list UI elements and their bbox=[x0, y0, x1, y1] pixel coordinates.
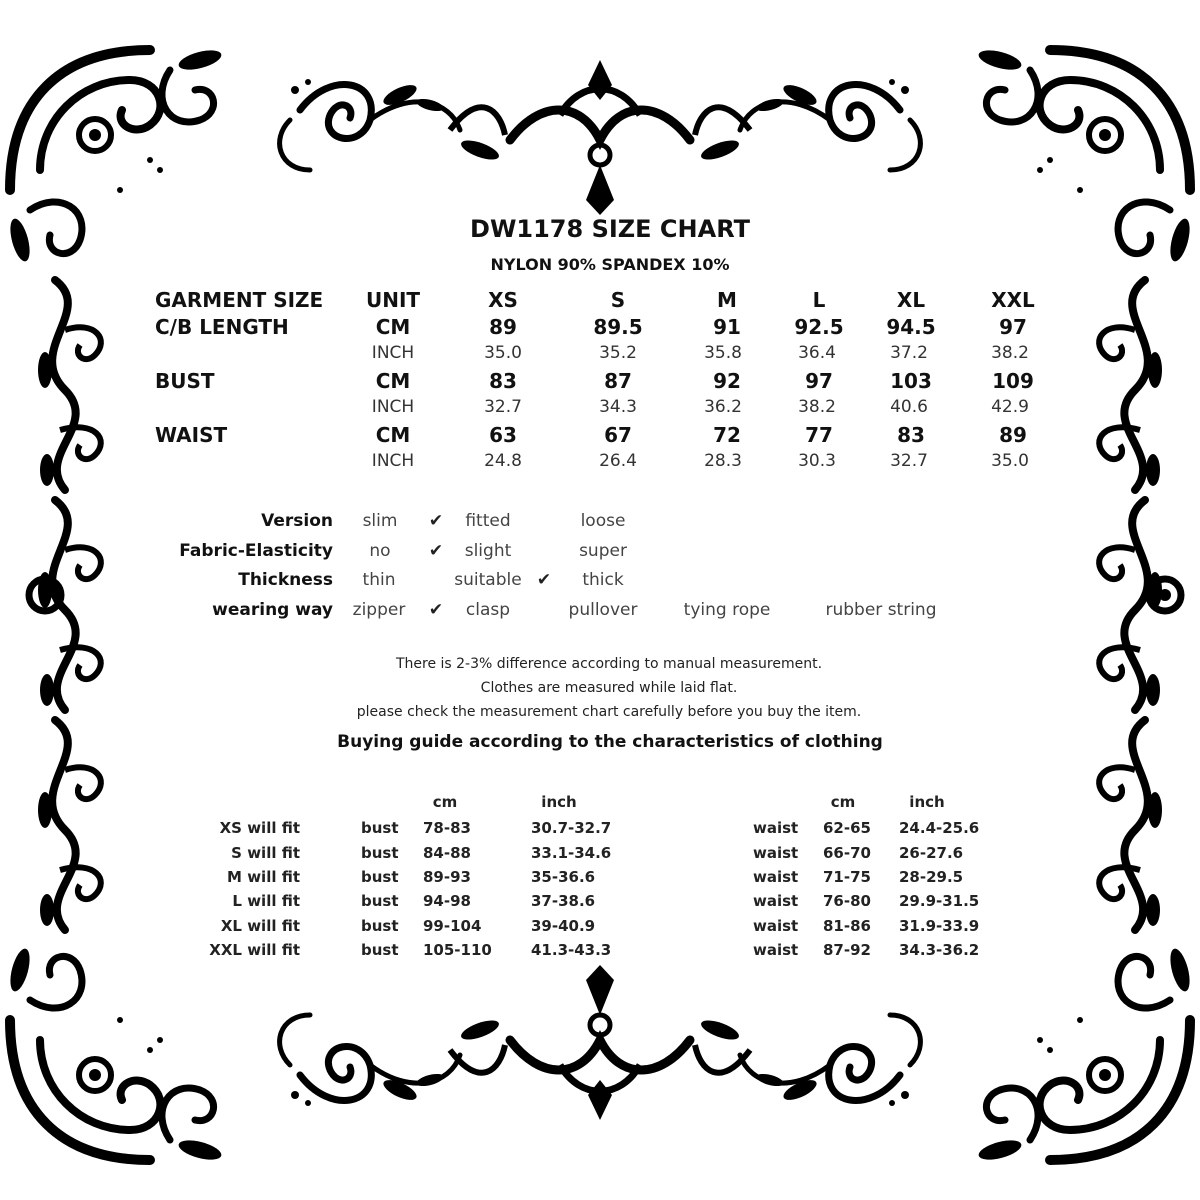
inch-value: 35.0 bbox=[484, 343, 522, 363]
option: tying rope bbox=[683, 600, 771, 620]
bust-cm: 84-88 bbox=[423, 844, 471, 862]
bust-label: bust bbox=[361, 892, 399, 910]
waist-inch: 24.4-25.6 bbox=[899, 819, 980, 837]
cm-value: 92.5 bbox=[794, 315, 844, 339]
inch-value: 36.4 bbox=[798, 343, 836, 363]
cm-value: 89.5 bbox=[593, 315, 643, 339]
waist-label: waist bbox=[753, 844, 799, 862]
inch-value: 38.2 bbox=[991, 343, 1029, 363]
waist-inch-header: inch bbox=[909, 793, 945, 811]
option-checked: slight bbox=[464, 541, 512, 561]
cm-value: 89 bbox=[999, 423, 1027, 447]
fit-label: L will fit bbox=[232, 892, 300, 910]
unit-inch: INCH bbox=[371, 397, 415, 417]
option: super bbox=[579, 541, 627, 561]
inch-value: 42.9 bbox=[991, 397, 1029, 417]
bust-cm: 89-93 bbox=[423, 868, 471, 886]
waist-cm: 76-80 bbox=[823, 892, 871, 910]
note: There is 2-3% difference according to manual measurement. bbox=[395, 656, 823, 672]
option-checked: thick bbox=[582, 570, 624, 590]
unit-inch: INCH bbox=[371, 343, 415, 363]
bust-inch: 39-40.9 bbox=[531, 917, 596, 935]
bust-cm: 99-104 bbox=[423, 917, 482, 935]
row-label: BUST bbox=[155, 369, 215, 393]
characteristic-label: Thickness bbox=[238, 570, 333, 590]
waist-inch: 31.9-33.9 bbox=[899, 917, 980, 935]
characteristic-label: wearing way bbox=[212, 600, 333, 620]
bust-inch: 37-38.6 bbox=[531, 892, 596, 910]
waist-label: waist bbox=[753, 892, 799, 910]
inch-value: 40.6 bbox=[890, 397, 928, 417]
cm-value: 109 bbox=[992, 369, 1034, 393]
bust-inch: 41.3-43.3 bbox=[531, 941, 612, 959]
note: Clothes are measured while laid flat. bbox=[480, 680, 738, 696]
option: zipper bbox=[352, 600, 406, 620]
check-icon: ✔ bbox=[428, 600, 444, 620]
inch-value: 38.2 bbox=[798, 397, 836, 417]
garment-size-header: GARMENT SIZE bbox=[155, 288, 324, 312]
inch-value: 35.0 bbox=[991, 451, 1029, 471]
cm-value: 97 bbox=[999, 315, 1027, 339]
size-header: L bbox=[812, 288, 826, 312]
inch-value: 26.4 bbox=[599, 451, 637, 471]
fit-label: XXL will fit bbox=[209, 941, 300, 959]
bust-label: bust bbox=[361, 917, 399, 935]
waist-inch: 29.9-31.5 bbox=[899, 892, 980, 910]
unit-cm: CM bbox=[375, 369, 411, 393]
option: no bbox=[369, 541, 391, 561]
waist-cm: 62-65 bbox=[823, 819, 871, 837]
waist-label: waist bbox=[753, 868, 799, 886]
bust-cm-header: cm bbox=[432, 793, 458, 811]
characteristic-label: Fabric-Elasticity bbox=[179, 541, 333, 561]
size-header: M bbox=[717, 288, 737, 312]
inch-value: 32.7 bbox=[890, 451, 928, 471]
bust-label: bust bbox=[361, 941, 399, 959]
option: slim bbox=[362, 511, 398, 531]
waist-label: waist bbox=[753, 941, 799, 959]
waist-label: waist bbox=[753, 917, 799, 935]
unit-inch: INCH bbox=[371, 451, 415, 471]
size-header: S bbox=[610, 288, 626, 312]
waist-cm: 81-86 bbox=[823, 917, 871, 935]
fit-label: S will fit bbox=[231, 844, 300, 862]
check-icon: ✔ bbox=[428, 511, 444, 531]
inch-value: 28.3 bbox=[704, 451, 742, 471]
bust-label: bust bbox=[361, 868, 399, 886]
option: suitable bbox=[454, 570, 522, 590]
size-header: XL bbox=[896, 288, 926, 312]
waist-cm: 71-75 bbox=[823, 868, 871, 886]
buying-guide-title: Buying guide according to the characteristics of clothing bbox=[337, 732, 883, 752]
inch-value: 30.3 bbox=[798, 451, 836, 471]
check-icon: ✔ bbox=[428, 541, 444, 561]
bust-cm: 78-83 bbox=[423, 819, 471, 837]
unit-header: UNIT bbox=[365, 288, 421, 312]
inch-value: 35.2 bbox=[599, 343, 637, 363]
inch-value: 32.7 bbox=[484, 397, 522, 417]
cm-value: 67 bbox=[604, 423, 632, 447]
cm-value: 92 bbox=[713, 369, 741, 393]
bust-inch: 35-36.6 bbox=[531, 868, 596, 886]
cm-value: 94.5 bbox=[886, 315, 936, 339]
cm-value: 91 bbox=[713, 315, 741, 339]
bust-label: bust bbox=[361, 819, 399, 837]
cm-value: 83 bbox=[489, 369, 517, 393]
option: rubber string bbox=[825, 600, 937, 620]
cm-value: 83 bbox=[897, 423, 925, 447]
inch-value: 36.2 bbox=[704, 397, 742, 417]
waist-inch: 28-29.5 bbox=[899, 868, 964, 886]
option: thin bbox=[362, 570, 396, 590]
inch-value: 24.8 bbox=[484, 451, 522, 471]
cm-value: 77 bbox=[805, 423, 833, 447]
waist-inch: 26-27.6 bbox=[899, 844, 964, 862]
inch-value: 37.2 bbox=[890, 343, 928, 363]
bust-inch-header: inch bbox=[541, 793, 577, 811]
row-label: C/B LENGTH bbox=[155, 315, 289, 339]
material-composition: NYLON 90% SPANDEX 10% bbox=[490, 255, 730, 274]
bust-cm: 105-110 bbox=[423, 941, 492, 959]
waist-label: waist bbox=[753, 819, 799, 837]
waist-cm-header: cm bbox=[830, 793, 856, 811]
option-checked: clasp bbox=[465, 600, 511, 620]
fit-label: XS will fit bbox=[219, 819, 300, 837]
cm-value: 97 bbox=[805, 369, 833, 393]
cm-value: 72 bbox=[713, 423, 741, 447]
size-header: XXL bbox=[991, 288, 1035, 312]
inch-value: 35.8 bbox=[704, 343, 742, 363]
note: please check the measurement chart carefully before you buy the item. bbox=[356, 704, 862, 720]
cm-value: 63 bbox=[489, 423, 517, 447]
bust-cm: 94-98 bbox=[423, 892, 471, 910]
cm-value: 87 bbox=[604, 369, 632, 393]
characteristic-label: Version bbox=[261, 511, 333, 531]
inch-value: 34.3 bbox=[599, 397, 637, 417]
unit-cm: CM bbox=[375, 423, 411, 447]
option-checked: fitted bbox=[465, 511, 511, 531]
fit-label: M will fit bbox=[227, 868, 300, 886]
cm-value: 89 bbox=[489, 315, 517, 339]
unit-cm: CM bbox=[375, 315, 411, 339]
option: pullover bbox=[568, 600, 638, 620]
bust-label: bust bbox=[361, 844, 399, 862]
fit-label: XL will fit bbox=[220, 917, 300, 935]
bust-inch: 30.7-32.7 bbox=[531, 819, 612, 837]
waist-cm: 66-70 bbox=[823, 844, 871, 862]
bust-inch: 33.1-34.6 bbox=[531, 844, 612, 862]
size-header: XS bbox=[488, 288, 518, 312]
waist-cm: 87-92 bbox=[823, 941, 871, 959]
cm-value: 103 bbox=[890, 369, 932, 393]
waist-inch: 34.3-36.2 bbox=[899, 941, 980, 959]
page-title: DW1178 SIZE CHART bbox=[470, 215, 750, 243]
option: loose bbox=[580, 511, 626, 531]
check-icon: ✔ bbox=[536, 570, 552, 590]
row-label: WAIST bbox=[155, 423, 228, 447]
